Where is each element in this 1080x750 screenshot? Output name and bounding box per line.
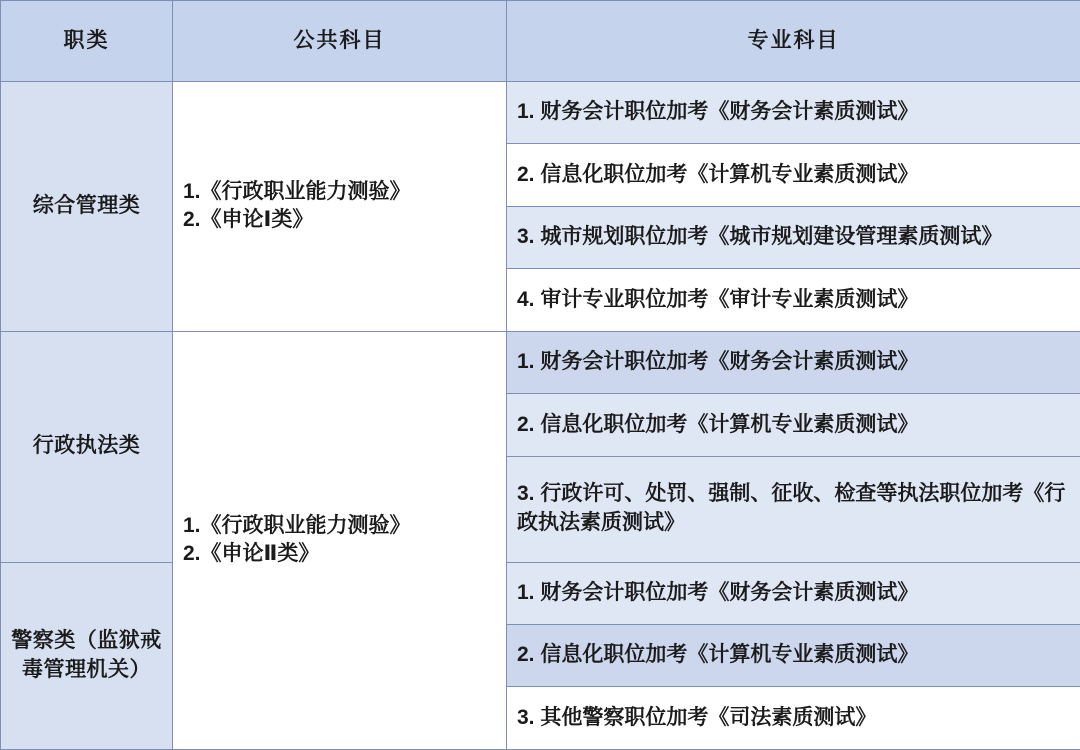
public-subject-line: 1.《行政职业能力测验》 <box>183 513 411 537</box>
table-body <box>1 82 1080 750</box>
table-header <box>1 1 1080 82</box>
public-subject-line: 1.《行政职业能力测验》 <box>183 179 411 203</box>
major-subject-cell: 2. 信息化职位加考《计算机专业素质测试》 <box>507 144 1080 206</box>
public-subject-line: 2.《申论Ⅱ类》 <box>183 542 320 566</box>
major-subject-cell: 1. 财务会计职位加考《财务会计素质测试》 <box>507 562 1080 624</box>
category-cell-police: 警察类（监狱戒毒管理机关） <box>1 562 173 749</box>
major-subject-cell: 3. 行政许可、处罚、强制、征收、检查等执法职位加考《行政执法素质测试》 <box>507 456 1080 562</box>
table-row <box>1 331 1080 393</box>
major-subject-cell: 4. 审计专业职位加考《审计专业素质测试》 <box>507 269 1080 331</box>
header-public-subject: 公共科目 <box>173 1 507 82</box>
table-row <box>1 562 1080 624</box>
major-subject-cell: 3. 其他警察职位加考《司法素质测试》 <box>507 687 1080 750</box>
header-category: 职类 <box>1 1 173 82</box>
category-cell-administrative-enforcement: 行政执法类 <box>1 331 173 562</box>
public-subject-cell-enforcement-police <box>173 331 507 749</box>
major-subject-cell: 1. 财务会计职位加考《财务会计素质测试》 <box>507 331 1080 393</box>
header-row <box>1 1 1080 82</box>
major-subject-cell: 1. 财务会计职位加考《财务会计素质测试》 <box>507 82 1080 144</box>
major-subject-cell: 2. 信息化职位加考《计算机专业素质测试》 <box>507 625 1080 687</box>
major-subject-cell: 3. 城市规划职位加考《城市规划建设管理素质测试》 <box>507 206 1080 268</box>
category-cell-general-management: 综合管理类 <box>1 82 173 332</box>
table-row <box>1 82 1080 144</box>
major-subject-cell: 2. 信息化职位加考《计算机专业素质测试》 <box>507 394 1080 456</box>
public-subject-line: 2.《申论Ⅰ类》 <box>183 208 314 232</box>
public-subject-cell-general-management <box>173 82 507 332</box>
header-major-subject: 专业科目 <box>507 1 1080 82</box>
